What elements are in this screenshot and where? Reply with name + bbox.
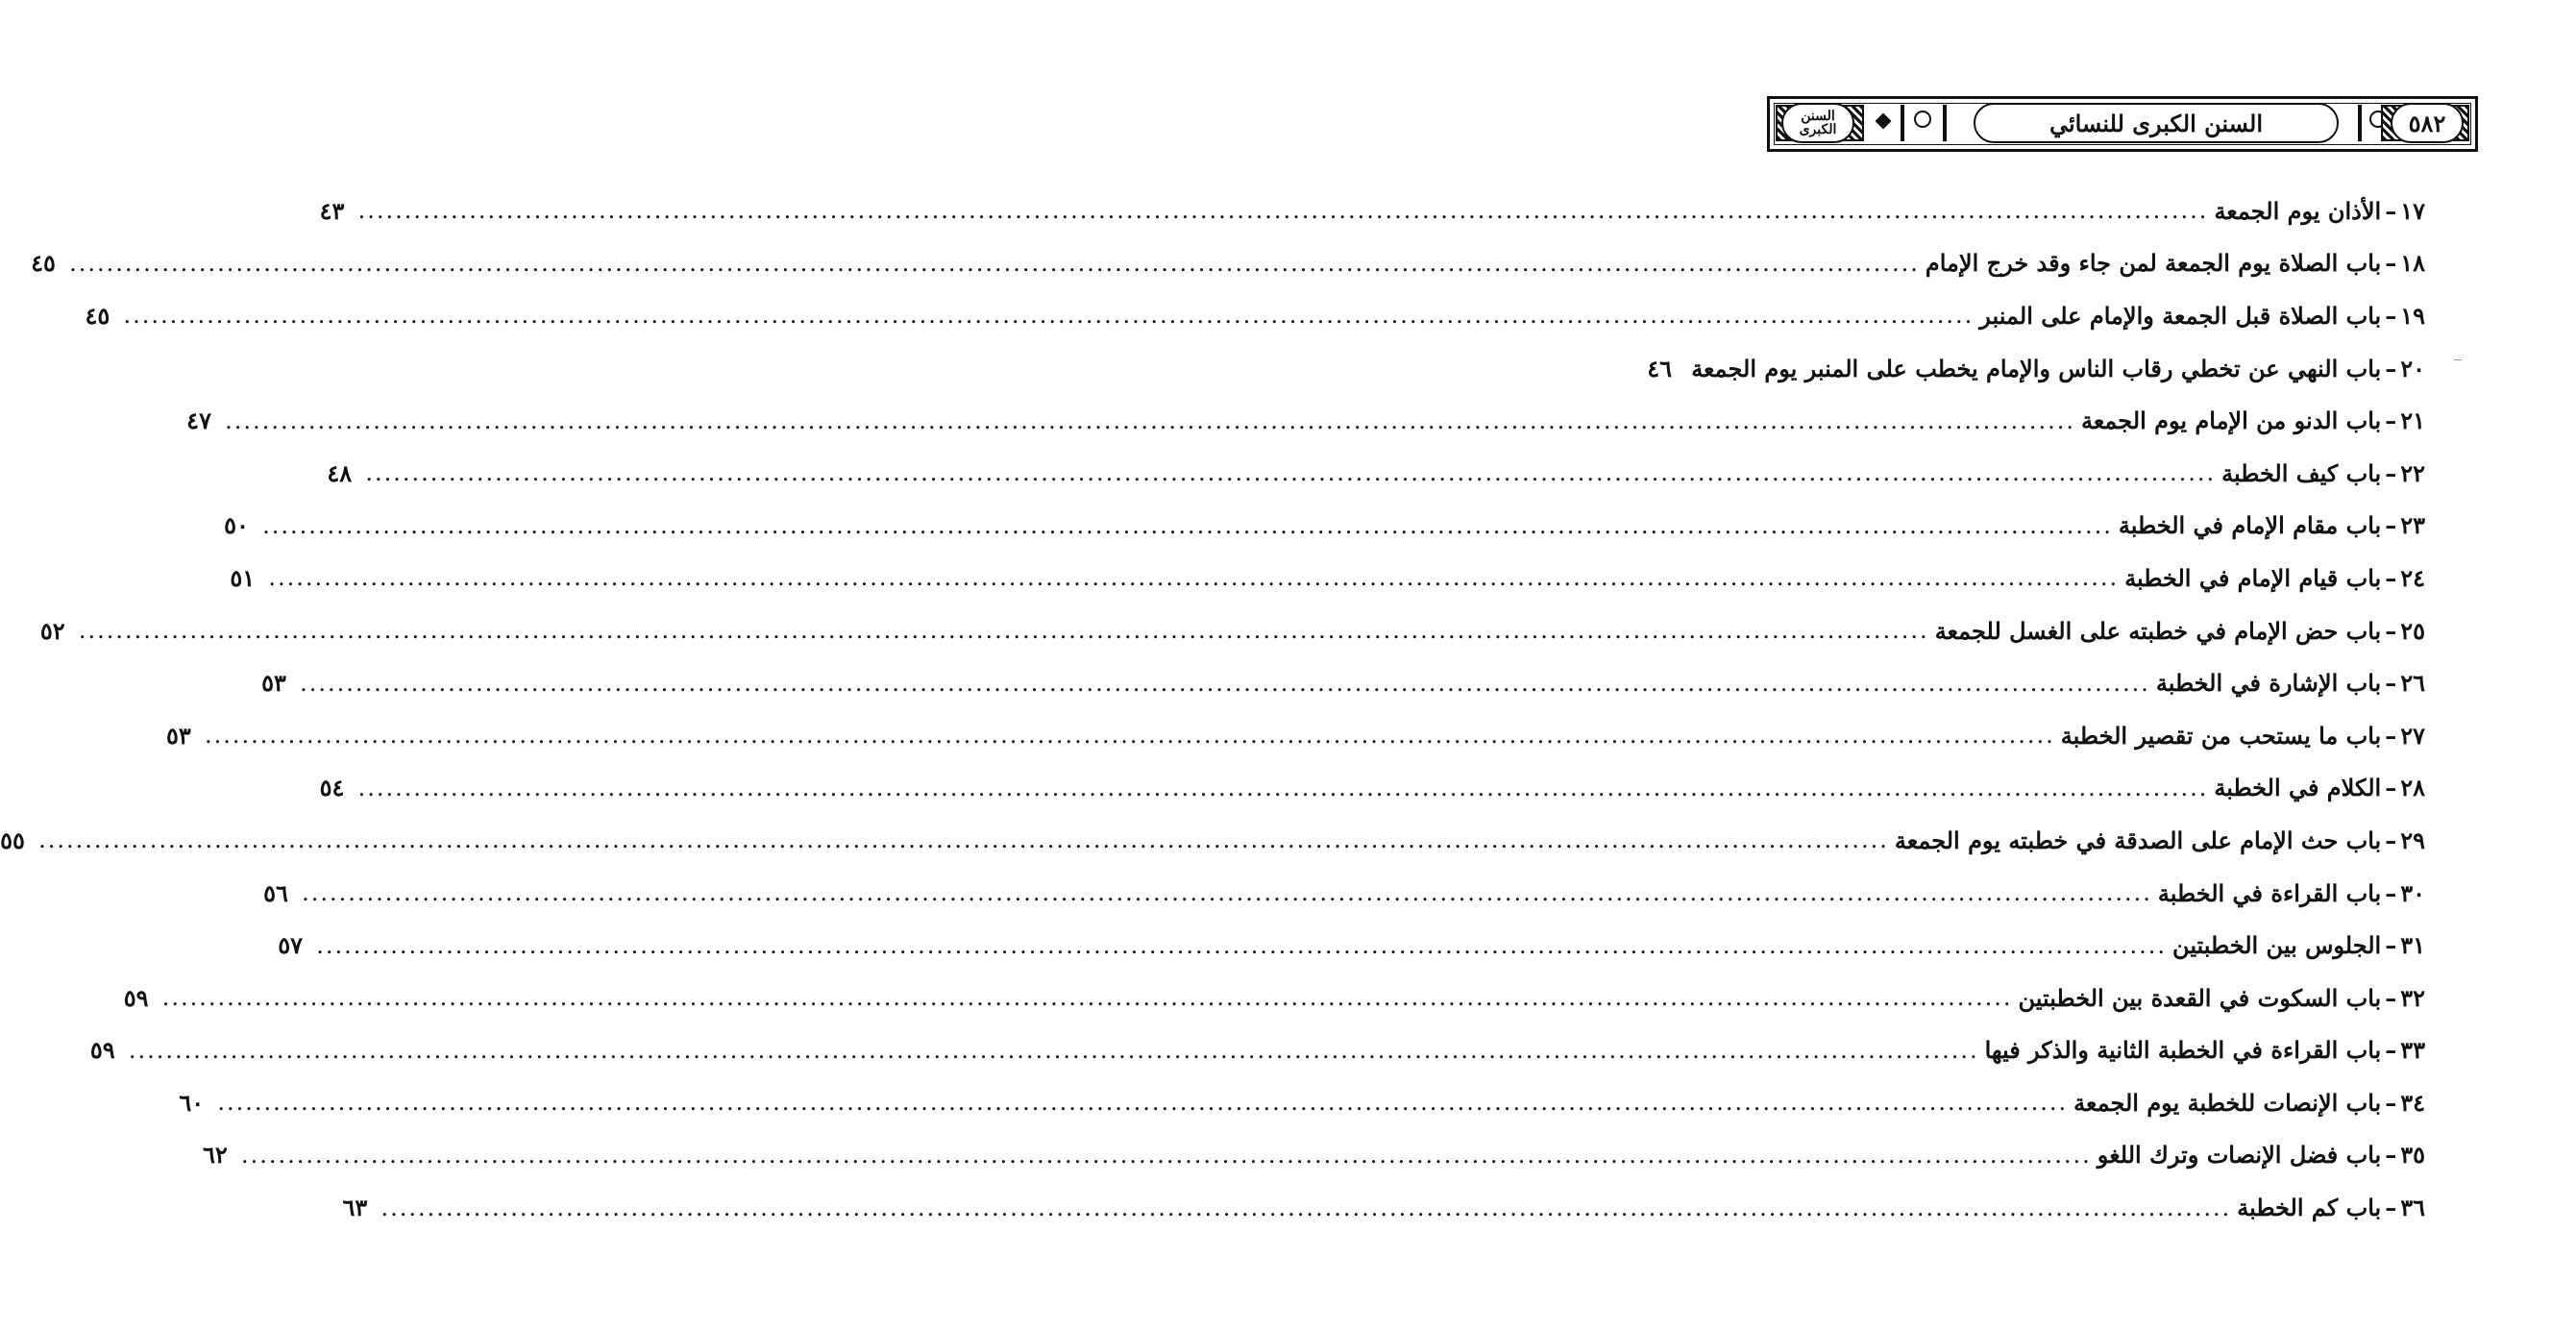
toc-entry-number: ١٧ bbox=[2400, 196, 2425, 225]
toc-entry-page: ٦٣ bbox=[342, 1194, 368, 1222]
toc-entry-page: ٤٣ bbox=[319, 196, 345, 225]
table-of-contents bbox=[0, 185, 2425, 1234]
toc-entry-number: ٣٤ bbox=[2400, 1088, 2425, 1117]
toc-entry-title: باب فضل الإنصات وترك اللغو bbox=[2097, 1141, 2382, 1170]
toc-leader-dots: ........................................................................................................................................................................................................ bbox=[357, 197, 2209, 225]
toc-entry-number: ٢٤ bbox=[2400, 563, 2425, 592]
toc-entry-number: ٢٨ bbox=[2400, 774, 2425, 802]
toc-leader-dots: ........................................................................................................................................................................................................ bbox=[268, 564, 2120, 592]
toc-entry bbox=[224, 500, 2425, 553]
toc-entry-page: ٤٥ bbox=[31, 249, 56, 278]
toc-entry-number: ١٨ bbox=[2400, 249, 2425, 278]
toc-entry-dash: – bbox=[2385, 458, 2397, 487]
toc-leader-dots: ........................................................................................................................................................................................................ bbox=[380, 1194, 2232, 1221]
toc-entry-page: ٥٠ bbox=[224, 511, 249, 540]
toc-entry-title: باب القراءة في الخطبة bbox=[2157, 878, 2382, 907]
toc-entry bbox=[89, 1024, 2425, 1077]
toc-entry bbox=[85, 289, 2425, 342]
toc-leader-dots: ........................................................................................................................................................................................................ bbox=[300, 669, 2150, 697]
toc-entry-title: باب القراءة في الخطبة الثانية والذكر فيها bbox=[1984, 1036, 2382, 1065]
seal-cartouche bbox=[1781, 103, 1854, 143]
toc-entry-number: ٢٢ bbox=[2400, 458, 2425, 487]
toc-leader-dots: ........................................................................................................................................................................................................ bbox=[365, 459, 2217, 487]
page-number-cartouche bbox=[2391, 103, 2464, 143]
seal-logo: السنن الكبرى bbox=[1799, 109, 1837, 137]
toc-entry-page: ٥٧ bbox=[278, 931, 304, 960]
toc-entry-page: ٥١ bbox=[230, 563, 256, 592]
toc-entry bbox=[186, 394, 2425, 447]
toc-entry-title: باب كيف الخطبة bbox=[2221, 458, 2382, 487]
toc-entry-dash: – bbox=[2385, 1194, 2397, 1222]
toc-leader-dots: ........................................................................................................................................................................................................ bbox=[69, 249, 1920, 277]
toc-entry-number: ٢٠ bbox=[2400, 354, 2425, 382]
toc-entry bbox=[39, 604, 2425, 657]
toc-entry-number: ٣٦ bbox=[2400, 1194, 2425, 1222]
page-number: ٥٨٢ bbox=[2408, 109, 2446, 137]
toc-entry-dash: – bbox=[2385, 563, 2397, 592]
toc-leader-dots: ........................................................................................................................................................................................................ bbox=[123, 302, 1975, 330]
toc-entry-title: باب الصلاة يوم الجمعة لمن جاء وقد خرج الإمام bbox=[1925, 249, 2382, 278]
toc-entry-title: باب قيام الإمام في الخطبة bbox=[2124, 563, 2382, 592]
toc-entry-number: ٣٥ bbox=[2400, 1141, 2425, 1170]
toc-entry-dash: – bbox=[2385, 983, 2397, 1012]
toc-entry bbox=[123, 972, 2425, 1024]
toc-entry-page: ٥٢ bbox=[39, 616, 65, 645]
toc-entry-dash: – bbox=[2385, 878, 2397, 907]
toc-entry bbox=[166, 709, 2425, 762]
toc-entry-title: الجلوس بين الخطبتين bbox=[2172, 931, 2382, 960]
toc-entry-dash: – bbox=[2385, 721, 2397, 750]
toc-entry-dash: – bbox=[2385, 406, 2397, 435]
divider-bar bbox=[1943, 105, 1947, 141]
toc-entry-number: ٣٠ bbox=[2400, 878, 2425, 907]
toc-leader-dots: ........................................................................................................................................................................................................ bbox=[217, 1089, 2069, 1117]
toc-entry-title: باب الدنو من الإمام يوم الجمعة bbox=[2080, 406, 2382, 435]
toc-leader-dots: ........................................................................................................................................................................................................ bbox=[38, 826, 1889, 854]
toc-entry-title: باب الإنصات للخطبة يوم الجمعة bbox=[2073, 1088, 2382, 1117]
toc-entry-page: ٥٣ bbox=[261, 669, 286, 698]
toc-leader-dots: ........................................................................................................................................................................................................ bbox=[205, 722, 2055, 750]
toc-entry-dash: – bbox=[2385, 196, 2397, 225]
divider-bar bbox=[1901, 105, 1904, 141]
toc-entry-title: باب الإشارة في الخطبة bbox=[2155, 669, 2382, 698]
toc-entry-number: ٢٥ bbox=[2400, 616, 2425, 645]
book-title-cartouche bbox=[1974, 103, 2339, 143]
toc-entry-dash: – bbox=[2385, 1088, 2397, 1117]
toc-leader-dots: ........................................................................................................................................................................................................ bbox=[225, 406, 2075, 434]
toc-entry-number: ٢٣ bbox=[2400, 511, 2425, 540]
toc-entry-number: ٣٢ bbox=[2400, 983, 2425, 1012]
toc-entry-title: الكلام في الخطبة bbox=[2214, 774, 2382, 802]
toc-entry-dash: – bbox=[2385, 931, 2397, 960]
toc-entry-number: ٢٧ bbox=[2400, 721, 2425, 750]
toc-entry-dash: – bbox=[2385, 249, 2397, 278]
toc-leader-dots: ........................................................................................................................................................................................................ bbox=[161, 984, 2013, 1012]
toc-entry-title: باب السكوت في القعدة بين الخطبتين bbox=[2018, 983, 2382, 1012]
toc-leader-dots: ........................................................................................................................................................................................................ bbox=[302, 879, 2152, 907]
toc-entry bbox=[327, 447, 2425, 500]
toc-entry-page: ٦٠ bbox=[179, 1088, 205, 1117]
toc-entry bbox=[0, 814, 2425, 867]
toc-entry-dash: – bbox=[2385, 354, 2397, 382]
toc-entry-number: ٣١ bbox=[2400, 931, 2425, 960]
toc-entry-page: ٥٩ bbox=[89, 1036, 115, 1065]
toc-entry-page: ٥٤ bbox=[319, 774, 345, 802]
toc-entry bbox=[230, 552, 2425, 604]
toc-entry-number: ٢١ bbox=[2400, 406, 2425, 435]
toc-entry-title: باب مقام الإمام في الخطبة bbox=[2118, 511, 2382, 540]
toc-entry-title: باب حض الإمام في خطبته على الغسل للجمعة bbox=[1934, 616, 2382, 645]
toc-entry-title: الأذان يوم الجمعة bbox=[2214, 196, 2382, 225]
toc-entry-page: ٦٢ bbox=[203, 1141, 228, 1170]
toc-entry bbox=[203, 1129, 2425, 1182]
toc-entry-dash: – bbox=[2385, 511, 2397, 540]
toc-entry-title: باب ما يستحب من تقصير الخطبة bbox=[2060, 721, 2382, 750]
book-title: السنن الكبرى للنسائي bbox=[2049, 109, 2264, 137]
toc-entry-page: ٤٧ bbox=[186, 406, 211, 435]
toc-entry-title: باب حث الإمام على الصدقة في خطبته يوم الجمعة bbox=[1894, 825, 2382, 854]
toc-entry-page: ٥٣ bbox=[166, 721, 191, 750]
toc-entry bbox=[278, 919, 2425, 972]
toc-entry-dash: – bbox=[2385, 301, 2397, 330]
toc-entry-page: ٥٦ bbox=[263, 878, 288, 907]
toc-entry-number: ٢٦ bbox=[2400, 669, 2425, 698]
toc-leader-dots: ........................................................................................................................................................................................................ bbox=[357, 774, 2209, 801]
ring-ornament-icon bbox=[1914, 111, 1931, 128]
page-header bbox=[1767, 96, 2478, 152]
toc-entry bbox=[31, 237, 2425, 290]
scan-mark bbox=[2454, 359, 2462, 360]
divider-bar bbox=[2358, 105, 2362, 141]
toc-entry-page: ٤٦ bbox=[1647, 354, 1672, 382]
toc-entry-page: ٤٨ bbox=[327, 458, 353, 487]
toc-entry-title: باب كم الخطبة bbox=[2237, 1194, 2382, 1222]
toc-leader-dots: ........................................................................................................................................................................................................ bbox=[78, 617, 1929, 645]
toc-entry bbox=[263, 867, 2425, 920]
toc-entry bbox=[319, 185, 2425, 237]
toc-entry-dash: – bbox=[2385, 774, 2397, 802]
toc-leader-dots: ........................................................................................................................................................................................................ bbox=[316, 931, 2168, 959]
toc-entry-number: ٣٣ bbox=[2400, 1036, 2425, 1065]
toc-leader-dots: ........................................................................................................................................................................................................ bbox=[262, 511, 2113, 539]
toc-entry-page: ٥٥ bbox=[0, 825, 25, 854]
toc-entry-dash: – bbox=[2385, 825, 2397, 854]
toc-leader-dots: ........................................................................................................................................................................................................ bbox=[128, 1036, 1979, 1064]
toc-entry bbox=[261, 656, 2425, 709]
toc-entry-number: ١٩ bbox=[2400, 301, 2425, 330]
toc-entry-page: ٤٥ bbox=[85, 301, 110, 330]
toc-leader-dots: ........................................................................................................................................................................................................ bbox=[241, 1141, 2092, 1169]
toc-entry bbox=[342, 1181, 2425, 1234]
toc-entry-dash: – bbox=[2385, 669, 2397, 698]
toc-entry-page: ٥٩ bbox=[123, 983, 149, 1012]
toc-entry bbox=[1647, 342, 2425, 395]
toc-entry bbox=[319, 762, 2425, 815]
toc-entry-dash: – bbox=[2385, 616, 2397, 645]
toc-entry-dash: – bbox=[2385, 1141, 2397, 1170]
toc-entry-title: باب النهي عن تخطي رقاب الناس والإمام يخطب على المنبر يوم الجمعة bbox=[1691, 354, 2382, 382]
toc-entry-title: باب الصلاة قبل الجمعة والإمام على المنبر bbox=[1979, 301, 2382, 330]
toc-entry-number: ٢٩ bbox=[2400, 825, 2425, 854]
toc-entry bbox=[179, 1076, 2425, 1129]
toc-entry-dash: – bbox=[2385, 1036, 2397, 1065]
